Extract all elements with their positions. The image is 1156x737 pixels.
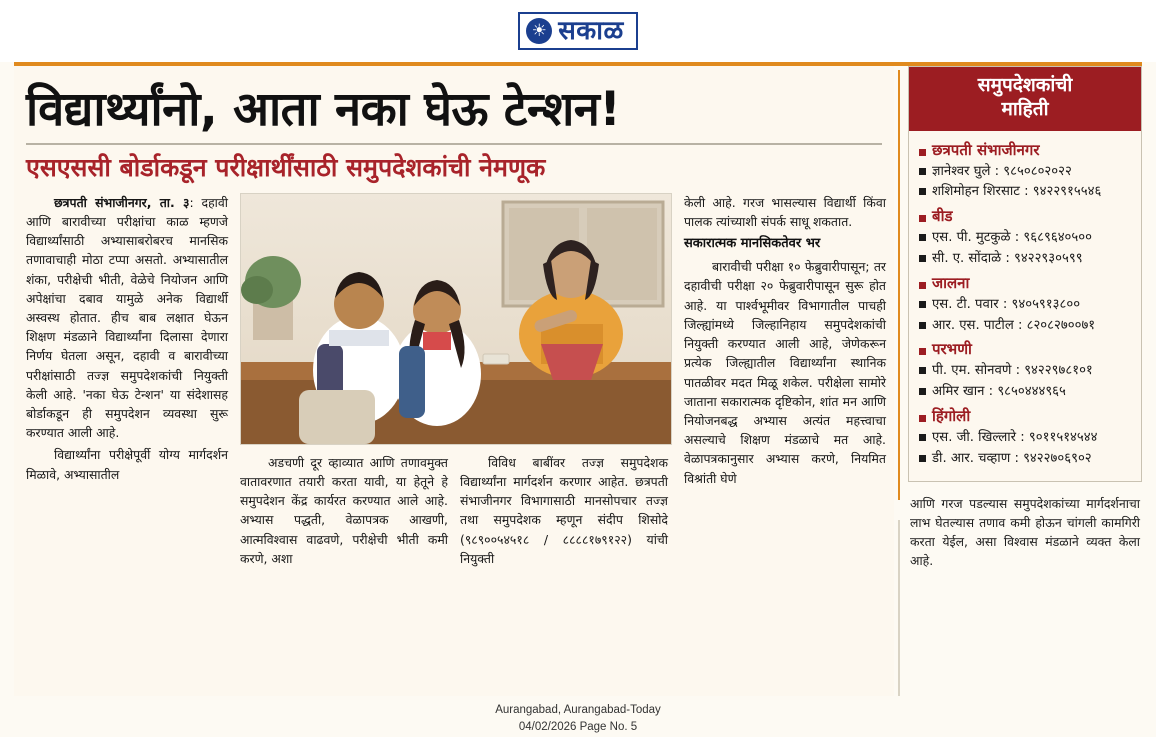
column4-paragraph1: केली आहे. गरज भासल्यास विद्यार्थी किंवा पालक त्यांच्याशी संपर्क साधू शकतात. [684,194,886,229]
article-photo [240,193,672,445]
separator: : [1013,317,1027,333]
footer [0,702,1156,735]
counsellor-phone: ९४२२९३०५९९ [1014,250,1083,266]
square-bullet-icon [919,388,926,395]
square-bullet-icon [919,367,926,374]
counselling-session-photo [241,194,671,444]
square-bullet-icon [919,282,926,289]
square-bullet-icon [919,168,926,175]
square-bullet-icon [919,455,926,462]
masthead-title: सकाळ [558,16,624,46]
counsellor-list [909,131,1141,468]
square-bullet-icon [919,322,926,329]
separator: : [1010,230,1024,246]
sidebar-city-group [919,206,1131,226]
city-label: जालना [932,273,970,292]
separator: : [1019,184,1033,200]
column3-paragraph1: विविध बाबींवर तज्ज्ञ समुपदेशक विद्यार्थ्यांना मार्गदर्शन करणार आहेत. छत्रपती संभाजीनगर विभागासाठी मानसोपचार तज्ज्ञ तथा समुपदेशक म्हणून संदीप शिसोदे (९८९००५४५१८ / ८८८८१७९१२२) यांची नियुक्ती [460,454,668,566]
article-center-region [240,193,672,571]
counsellor-phone: ९४२२९१५५४६ [1032,184,1102,200]
counsellor-info-box [908,66,1142,482]
counsellor-phone: ९८५०४४४९६५ [997,384,1066,400]
page-title: विद्यार्थ्यांनो, आता नका घेऊ टेन्शन! [26,82,621,137]
column-divider [898,70,900,500]
article-tail-paragraph: आणि गरज पडल्यास समुपदेशकांच्या मार्गदर्शनाचा लाभ घेतल्यास तणाव कमी होऊन चांगली कामगिरी करता येईल, असा विश्वास मंडळाने व्यक्त केला आहे. [910,495,1140,569]
footer-date-page: 04/02/2026 Page No. 5 [518,720,638,733]
separator: : [1016,430,1029,445]
column4-paragraph2: बारावीची परीक्षा १० फेब्रुवारीपासून; तर दहावीची परीक्षा २० फेब्रुवारीपासून सुरू होत आहे. या पार्श्वभूमीवर विभागातील पाचही जिल्ह्यांमध्ये जिल्हानिहाय समुपदेशकांची नियुक्ती करण्यात आली आहे, जेणेकरून प्रत्येक जिल्ह्यातील विद्यार्थ्यांना स्थानिक पातळीवर मदत मिळू शकेल. परीक्षेला सामोरे जाताना सकारात्मक दृष्टिकोन, शांत मन आणि नियोजनबद्ध अभ्यास अत्यंत महत्त्वाचा असल्याचे शिक्षण मंडळाचे मत आहे. वेळापत्रकानुसार अभ्यास करणे, नियमित विश्रांती घेणे [684,259,886,486]
dateline: छत्रपती संभाजीनगर, ता. ३ [54,194,190,210]
counsellor-phone: ९६८९६४०५०० [1023,230,1092,246]
counsellor-phone: ९८५०८०२०२२ [1003,163,1072,179]
city-label: बीड [932,207,953,226]
city-label: हिंगोली [932,407,971,425]
list-item [919,296,1131,314]
article-body [14,66,894,696]
counsellor-name: अमिर खान [932,384,985,400]
separator: : [998,296,1012,312]
square-bullet-icon [919,434,926,441]
sidebar-city-group [919,406,1131,426]
article-center-columns [240,453,672,571]
separator: : [1011,363,1025,379]
city-label: छत्रपती संभाजीनगर [932,140,1040,159]
column-divider-lower [898,520,900,696]
separator: : [1010,450,1024,466]
square-bullet-icon [919,149,926,156]
sidebar-title-line1: समुपदेशकांची [977,74,1073,96]
square-bullet-icon [919,215,926,222]
square-bullet-icon [919,255,926,262]
article-column-3 [460,453,668,571]
counsellor-phone: ९४२२७०६९०२ [1023,450,1092,466]
counsellor-name: एस. टी. पवार [932,296,999,312]
sidebar [908,66,1142,571]
list-item [919,362,1131,380]
square-bullet-icon [919,415,926,422]
counsellor-name: डी. आर. चव्हाण [932,450,1011,466]
square-bullet-icon [919,301,926,308]
sidebar-city-group [919,339,1131,359]
list-item [919,250,1131,268]
counsellor-phone: ९०११५१४५४४ [1028,430,1098,445]
sakal-logo [518,12,638,50]
article-column-2 [240,453,448,571]
sakal-logo-icon: ☀ [526,18,552,44]
square-bullet-icon [919,348,926,355]
counsellor-name: एस. जी. खिल्लारे [932,430,1017,445]
counsellor-phone: ९४०५९१३८०० [1011,296,1081,312]
list-item [919,317,1131,335]
article-sub-subhead: सकारात्मक मानसिकतेवर भर [684,236,821,252]
article-column-1 [26,193,228,571]
article-column-4 [684,193,886,571]
column1-paragraph1: : दहावी आणि बारावीच्या परीक्षांचा काळ म्हणजे विद्यार्थ्यांसाठी अभ्यासाबरोबरच मानसिक तणावाचाही मोठा टप्पा असतो. अभ्यासातील शंका, परीक्षेची भीती, वेळेचे नियोजन आणि अपेक्षांचा दबाव यामुळे अनेक विद्यार्थी अस्वस्थ होतात. हीच बाब लक्षात घेऊन शिक्षण मंडळाने विद्यार्थ्यांना दिलासा देणारा निर्णय घेतला असून, दहावी व बारावीच्या परीक्षांसाठी तज्ज्ञ समुपदेशकांची नियुक्ती केली आहे. 'नका घेऊ टेन्शन' या संदेशासह बोर्डाकडून ही समुपदेशन व्यवस्था सुरू करण्यात आली आहे. [26,194,228,441]
counsellor-name: आर. एस. पाटील [932,317,1014,333]
masthead [0,0,1156,62]
list-item [919,229,1131,247]
headline-divider [26,143,882,145]
separator: : [984,384,998,400]
article-columns [26,193,886,571]
counsellor-name: ज्ञानेश्वर घुले [932,163,991,179]
sidebar-title [909,67,1141,131]
counsellor-phone: ८२०८२७००७१ [1026,317,1096,333]
column1-paragraph2: विद्यार्थ्यांना परीक्षेपूर्वी योग्य मार्गदर्शन मिळावे, अभ्यासातील [26,447,228,482]
list-item [919,383,1131,401]
list-item [919,163,1131,181]
article-subhead: एसएससी बोर्डाकडून परीक्षार्थींसाठी समुपदेशकांची नेमणूक [26,152,546,182]
sidebar-title-line2: माहिती [1001,97,1049,120]
separator: : [990,163,1004,179]
counsellor-phone: ९४२२९७८१०१ [1024,363,1093,379]
city-label: परभणी [932,340,972,359]
counsellor-name: सी. ए. सोंदाळे [932,250,1002,266]
list-item [919,429,1131,447]
separator: : [1001,250,1014,266]
counsellor-name: शशिमोहन शिरसाट [932,184,1020,200]
list-item [919,450,1131,468]
counsellor-name: एस. पी. मुटकुळे [932,230,1011,246]
list-item [919,183,1131,201]
sidebar-city-group [919,273,1131,293]
square-bullet-icon [919,234,926,241]
square-bullet-icon [919,188,926,195]
sidebar-city-group [919,140,1131,160]
footer-source: Aurangabad, Aurangabad-Today [495,704,661,716]
column2-paragraph1: अडचणी दूर व्हाव्यात आणि तणावमुक्त वातावरणात तयारी करता यावी, या हेतूने हे समुपदेशन केंद्र कार्यरत करण्यात आले आहे. अभ्यास पद्धती, वेळापत्रक आखणी, आत्मविश्वास वाढवणे, परीक्षेची भीती कमी करणे, अशा [240,454,448,566]
counsellor-name: पी. एम. सोनवणे [932,363,1012,379]
